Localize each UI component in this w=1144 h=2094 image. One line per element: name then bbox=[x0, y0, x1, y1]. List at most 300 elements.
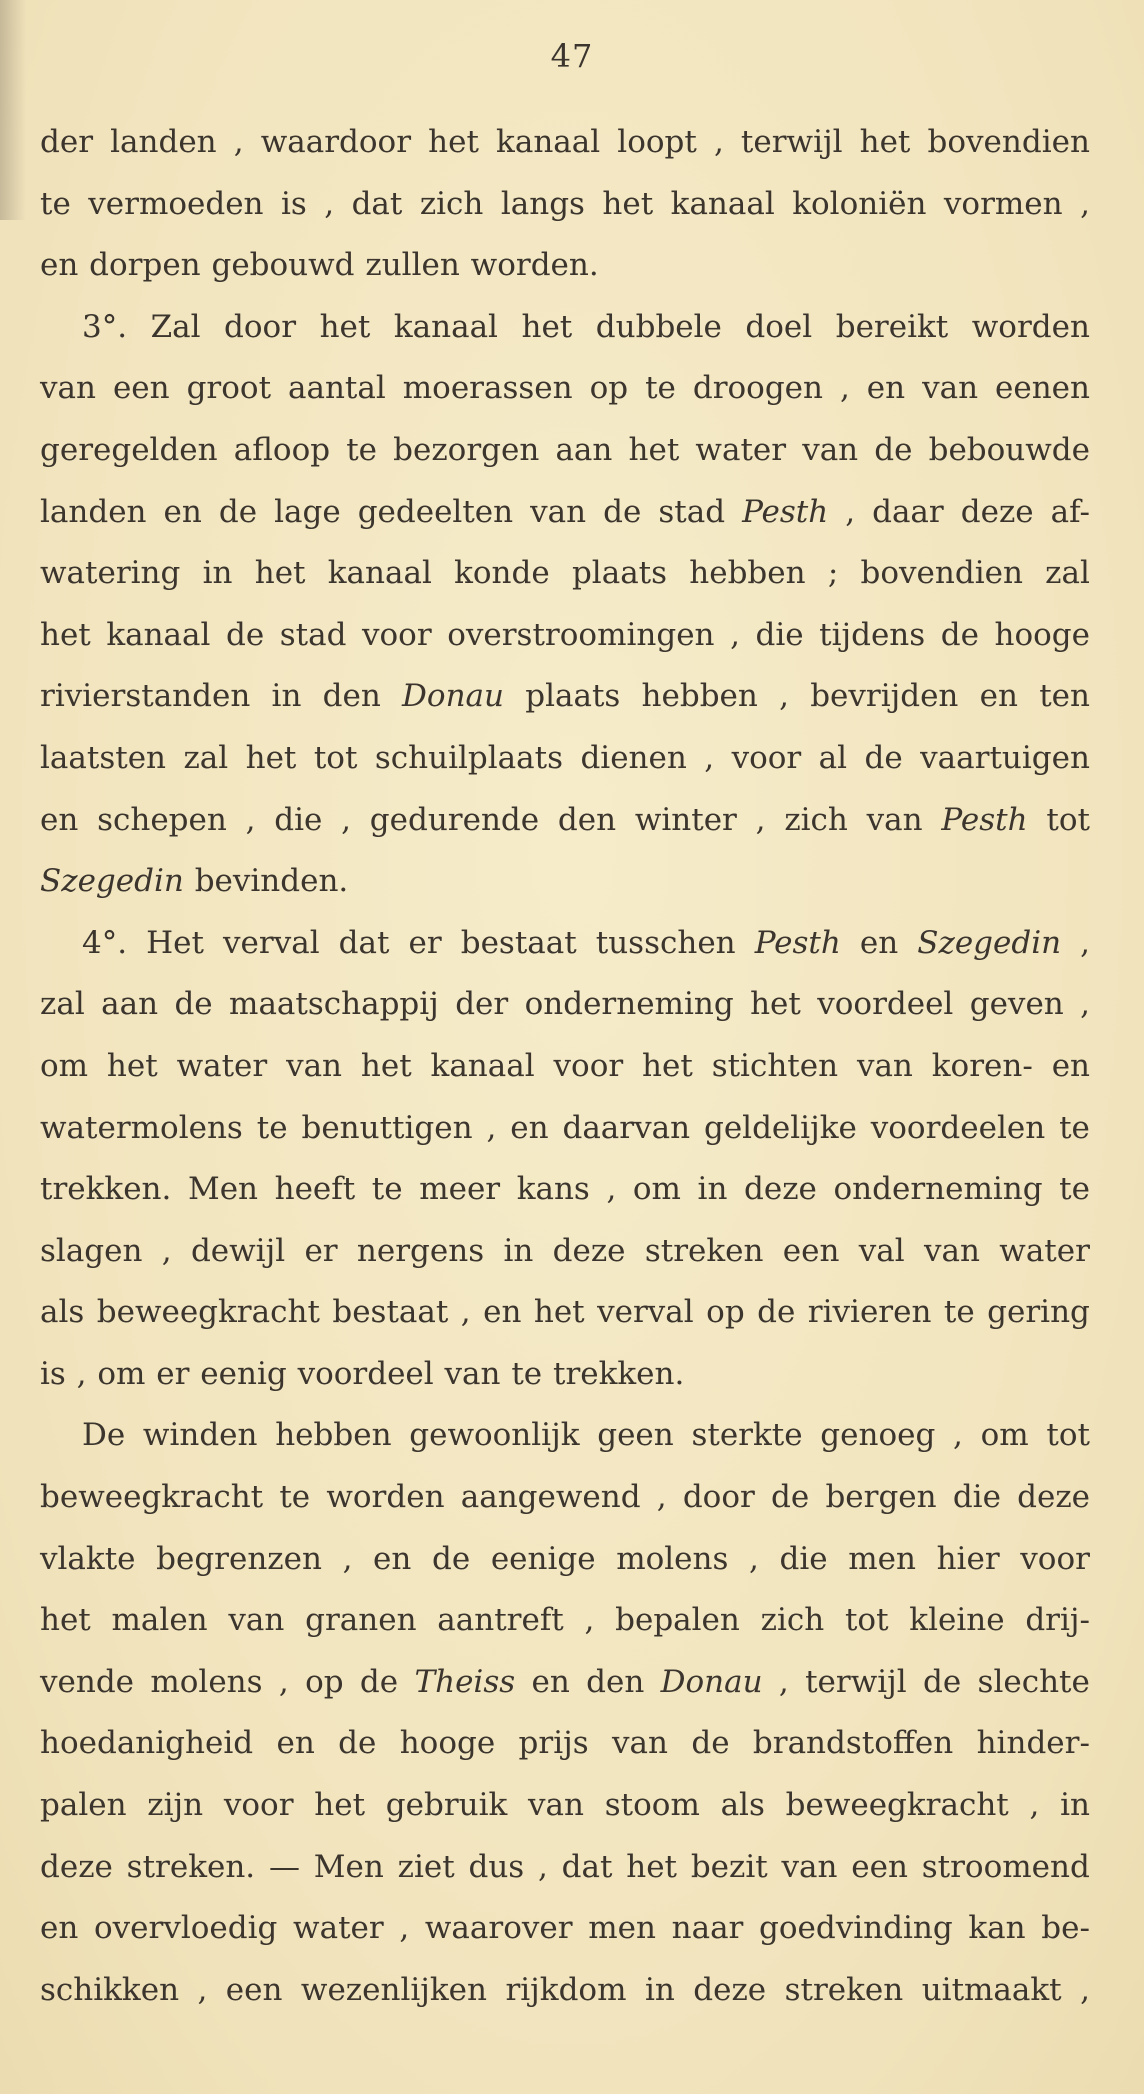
word: van bbox=[530, 493, 587, 530]
word: water bbox=[293, 1910, 384, 1947]
word: molens bbox=[150, 1663, 263, 1700]
word: van bbox=[922, 370, 979, 407]
word: van bbox=[781, 1848, 838, 1885]
word: het bbox=[533, 1294, 585, 1331]
word: de bbox=[874, 431, 913, 468]
word: winter bbox=[634, 801, 737, 838]
word: hoedanigheid bbox=[40, 1725, 254, 1762]
word: een bbox=[112, 370, 170, 407]
word: voor bbox=[223, 1787, 294, 1824]
word: tijdens bbox=[819, 616, 926, 653]
word: het bbox=[360, 1047, 412, 1084]
word: kanaal bbox=[327, 555, 432, 592]
word: , bbox=[342, 1540, 353, 1577]
word: bestaat bbox=[460, 924, 577, 961]
word: hebben bbox=[689, 555, 806, 592]
page-edge-shadow bbox=[0, 0, 26, 220]
word: het bbox=[859, 124, 911, 160]
word: verval bbox=[223, 924, 320, 961]
word: zich bbox=[784, 801, 848, 838]
word: Men bbox=[313, 1848, 384, 1885]
word: waarover bbox=[424, 1910, 573, 1947]
word: te bbox=[371, 1171, 403, 1208]
word: tot bbox=[844, 1602, 889, 1639]
word: daarvan bbox=[562, 1109, 691, 1146]
word: bevrijden bbox=[810, 678, 959, 715]
word: den bbox=[557, 801, 617, 838]
word: Donau bbox=[660, 1663, 763, 1700]
text-line bbox=[40, 1898, 1090, 1960]
word: , bbox=[845, 493, 856, 530]
word: het bbox=[428, 124, 479, 160]
word: meer bbox=[419, 1171, 501, 1208]
word: van bbox=[528, 1787, 585, 1824]
word: die bbox=[755, 616, 804, 653]
word: bovendien bbox=[927, 124, 1090, 160]
word: stichten bbox=[711, 1047, 839, 1084]
word: , bbox=[486, 1109, 497, 1146]
word: streken bbox=[644, 1232, 764, 1269]
word: Zal bbox=[150, 308, 201, 345]
word: water bbox=[695, 431, 787, 468]
word: worden. bbox=[470, 247, 599, 284]
word: te bbox=[40, 185, 71, 222]
word: kans bbox=[516, 1171, 590, 1208]
word: die bbox=[779, 1540, 828, 1577]
word: dubbele bbox=[595, 308, 722, 345]
word: van bbox=[444, 1355, 501, 1392]
word: watering bbox=[40, 555, 181, 592]
word: gewoonlijk bbox=[409, 1417, 580, 1454]
word: dorpen bbox=[89, 247, 201, 284]
word: te bbox=[943, 1294, 975, 1331]
word: , bbox=[324, 185, 335, 222]
word: een bbox=[225, 1971, 283, 2008]
text-line bbox=[40, 1837, 1090, 1899]
word: zijn bbox=[147, 1787, 204, 1824]
word: dat bbox=[561, 1848, 613, 1885]
word: gedurende bbox=[369, 801, 540, 838]
word: zullen bbox=[365, 247, 460, 284]
word: geregelden bbox=[40, 431, 218, 468]
word: op bbox=[589, 370, 629, 407]
word: de bbox=[226, 616, 265, 653]
word: van bbox=[802, 431, 859, 468]
text-line bbox=[40, 420, 1090, 482]
word: streken bbox=[784, 1971, 904, 2008]
word: zich bbox=[760, 1602, 825, 1639]
word: trekken. bbox=[552, 1355, 685, 1392]
word: overstroomingen bbox=[447, 616, 715, 653]
word: loopt bbox=[617, 124, 697, 160]
word: in bbox=[644, 1971, 675, 2008]
word: , bbox=[460, 1294, 471, 1331]
word: val bbox=[858, 1232, 905, 1269]
word: om bbox=[40, 1047, 89, 1084]
word: lage bbox=[274, 493, 341, 530]
word: tot bbox=[1046, 801, 1090, 838]
word: , bbox=[399, 1910, 410, 1947]
word: geen bbox=[597, 1417, 674, 1454]
text-line bbox=[40, 1036, 1090, 1098]
word: ziet bbox=[397, 1848, 455, 1885]
word: sterkte bbox=[691, 1417, 803, 1454]
word: De bbox=[82, 1417, 126, 1454]
word: terwijl bbox=[740, 124, 843, 160]
word: als bbox=[720, 1787, 765, 1824]
word: en bbox=[40, 247, 79, 284]
word: te bbox=[511, 1355, 543, 1392]
word: aan bbox=[101, 986, 159, 1023]
word: bestaat bbox=[332, 1294, 449, 1331]
word: en bbox=[40, 1910, 79, 1947]
word: beweegkracht bbox=[96, 1294, 320, 1331]
word: het bbox=[642, 1047, 693, 1084]
word: de bbox=[218, 493, 258, 530]
text-line bbox=[40, 1405, 1090, 1467]
word: een bbox=[782, 1232, 840, 1269]
word: bereikt bbox=[835, 308, 949, 345]
word: het bbox=[319, 308, 371, 345]
page-number: 47 bbox=[550, 37, 594, 75]
word: deze bbox=[960, 493, 1034, 530]
word: Donau bbox=[402, 678, 504, 715]
text-line bbox=[40, 1467, 1090, 1529]
word: in bbox=[202, 555, 233, 592]
word: een bbox=[851, 1848, 908, 1885]
word: om bbox=[632, 1171, 681, 1208]
word: schikken bbox=[40, 1971, 180, 2008]
word: en bbox=[276, 1725, 315, 1762]
text-line bbox=[40, 1713, 1090, 1775]
body-text bbox=[40, 112, 1090, 2021]
word: uitmaakt bbox=[921, 1971, 1062, 2008]
word: gebruik bbox=[385, 1787, 508, 1824]
text-line bbox=[40, 605, 1090, 667]
word: beweegkracht bbox=[785, 1787, 1009, 1824]
word: daar bbox=[872, 493, 944, 530]
word: te bbox=[1059, 1171, 1090, 1208]
word: van bbox=[228, 1602, 285, 1639]
word: van bbox=[612, 1725, 668, 1762]
word: , bbox=[749, 1540, 759, 1577]
word: eenig bbox=[200, 1355, 287, 1392]
word: , bbox=[713, 124, 724, 160]
word: geven bbox=[969, 986, 1064, 1023]
word: zal bbox=[183, 739, 229, 776]
word: van bbox=[286, 1047, 343, 1084]
word: dat bbox=[351, 185, 403, 222]
word: den bbox=[322, 678, 381, 715]
word: gedeelten bbox=[357, 493, 514, 530]
text-line bbox=[40, 1590, 1090, 1652]
word: rivieren bbox=[807, 1294, 932, 1331]
word: koloniën bbox=[792, 185, 927, 222]
word: en bbox=[859, 924, 899, 961]
word: gebouwd bbox=[211, 247, 355, 284]
word: , bbox=[779, 678, 789, 715]
word: geldelijke bbox=[703, 1109, 857, 1146]
word: nergens bbox=[356, 1232, 485, 1269]
word: schepen bbox=[97, 801, 227, 838]
word: langs bbox=[500, 185, 585, 222]
word: bebouwde bbox=[928, 431, 1090, 468]
word: hinder- bbox=[976, 1725, 1090, 1762]
word: waardoor bbox=[260, 124, 412, 160]
word: vaartuigen bbox=[920, 739, 1090, 776]
word: is bbox=[280, 185, 307, 222]
word: als bbox=[40, 1294, 85, 1331]
word: slechte bbox=[977, 1663, 1090, 1700]
word: zich bbox=[419, 185, 484, 222]
word: van bbox=[856, 1047, 913, 1084]
word: voor bbox=[731, 739, 802, 776]
word: deze bbox=[552, 1232, 626, 1269]
word: tot bbox=[313, 739, 358, 776]
text-line bbox=[40, 728, 1090, 790]
word: landen bbox=[110, 124, 217, 160]
word: bepalen bbox=[615, 1602, 740, 1639]
word: , bbox=[537, 1848, 548, 1885]
word: rijkdom bbox=[505, 1971, 627, 2008]
word: het bbox=[602, 185, 654, 222]
word: der bbox=[40, 124, 94, 160]
word: te bbox=[645, 370, 676, 407]
word: voordeelen bbox=[870, 1109, 1046, 1146]
word: bevinden. bbox=[194, 863, 349, 900]
word: , bbox=[161, 1232, 172, 1269]
word: deze bbox=[1017, 1479, 1090, 1516]
word: plaats bbox=[571, 555, 668, 592]
word: , bbox=[953, 1417, 963, 1454]
word: voor bbox=[362, 616, 432, 653]
word: 4°. bbox=[82, 924, 128, 961]
word: — bbox=[268, 1848, 300, 1885]
word: van bbox=[924, 1232, 980, 1269]
word: de bbox=[757, 1294, 796, 1331]
word: de bbox=[431, 1540, 471, 1577]
word: ; bbox=[827, 555, 839, 592]
word: watermolens bbox=[40, 1109, 243, 1146]
text-line bbox=[40, 974, 1090, 1036]
word: kanaal bbox=[106, 616, 211, 653]
word: deze bbox=[744, 1171, 817, 1208]
word: brandstoffen bbox=[752, 1725, 954, 1762]
word: be- bbox=[1041, 1910, 1090, 1947]
word: verval bbox=[597, 1294, 694, 1331]
word: , bbox=[1080, 986, 1090, 1023]
word: benuttigen bbox=[301, 1109, 473, 1146]
word: het bbox=[106, 1047, 158, 1084]
word: men bbox=[588, 1910, 656, 1947]
word: slagen bbox=[40, 1232, 143, 1269]
word: vende bbox=[40, 1663, 135, 1700]
word: , bbox=[1080, 185, 1090, 222]
word: palen bbox=[40, 1787, 127, 1824]
word: van bbox=[40, 370, 96, 407]
word: er bbox=[408, 924, 442, 961]
word: aantal bbox=[288, 370, 386, 407]
word: aangewend bbox=[460, 1479, 641, 1516]
word: Het bbox=[146, 924, 204, 961]
text-line bbox=[40, 1652, 1090, 1714]
word: op bbox=[706, 1294, 745, 1331]
word: wezenlijken bbox=[300, 1971, 487, 2008]
word: dus bbox=[468, 1848, 525, 1885]
word: tusschen bbox=[595, 924, 736, 961]
word: water bbox=[999, 1232, 1090, 1269]
word: voordeel bbox=[817, 986, 954, 1023]
word: voor bbox=[553, 1047, 624, 1084]
word: van bbox=[866, 801, 923, 838]
word: worden bbox=[326, 1479, 445, 1516]
word: kanaal bbox=[496, 124, 601, 160]
word: hooge bbox=[399, 1725, 496, 1762]
word: in bbox=[503, 1232, 534, 1269]
text-line bbox=[40, 543, 1090, 605]
text-line bbox=[40, 112, 1090, 174]
word: konde bbox=[454, 555, 550, 592]
word: om bbox=[97, 1355, 146, 1392]
word: terwijl bbox=[805, 1663, 907, 1700]
word: gering bbox=[987, 1294, 1090, 1331]
word: de bbox=[359, 1663, 399, 1700]
word: men bbox=[848, 1540, 916, 1577]
word: malen bbox=[111, 1602, 208, 1639]
word: , bbox=[341, 801, 352, 838]
word: in bbox=[271, 678, 302, 715]
word: kanaal bbox=[393, 308, 498, 345]
word: de bbox=[923, 1663, 962, 1700]
word: en bbox=[373, 1540, 412, 1577]
word: er bbox=[304, 1232, 338, 1269]
word: , bbox=[656, 1479, 667, 1516]
text-line bbox=[40, 851, 1090, 913]
word: kleine bbox=[909, 1602, 1005, 1639]
word: vermoeden bbox=[88, 185, 264, 222]
word: laatsten bbox=[40, 739, 167, 776]
word: dienen bbox=[580, 739, 687, 776]
word: , bbox=[778, 1663, 789, 1700]
word: 3°. bbox=[82, 308, 128, 345]
word: kanaal bbox=[670, 185, 775, 222]
word: hebben bbox=[275, 1417, 392, 1454]
word: de bbox=[603, 493, 642, 530]
text-line bbox=[40, 1098, 1090, 1160]
word: stad bbox=[279, 616, 347, 653]
word: het bbox=[521, 308, 573, 345]
word: eenen bbox=[995, 370, 1090, 407]
word: het bbox=[626, 1848, 678, 1885]
word: het bbox=[254, 555, 306, 592]
word: , bbox=[278, 1663, 289, 1700]
word: rivierstanden bbox=[40, 678, 251, 715]
text-line bbox=[40, 1221, 1090, 1283]
word: te bbox=[279, 1479, 311, 1516]
word: om bbox=[980, 1417, 1029, 1454]
word: bovendien bbox=[860, 555, 1023, 592]
word: genoeg bbox=[820, 1417, 936, 1454]
word: , bbox=[1080, 1971, 1090, 2008]
word: drij- bbox=[1025, 1602, 1090, 1639]
word: groot bbox=[186, 370, 272, 407]
word: , bbox=[584, 1602, 595, 1639]
word: er bbox=[156, 1355, 190, 1392]
word: de bbox=[864, 739, 903, 776]
word: het bbox=[40, 1602, 91, 1639]
word: zal bbox=[40, 986, 85, 1023]
word: in bbox=[697, 1171, 728, 1208]
word: , bbox=[755, 801, 766, 838]
word: het bbox=[628, 431, 680, 468]
word: hooge bbox=[994, 616, 1090, 653]
word: en bbox=[531, 1663, 570, 1700]
word: de bbox=[691, 1725, 730, 1762]
word: deze bbox=[40, 1848, 113, 1885]
text-line bbox=[40, 1344, 1090, 1406]
word: , bbox=[197, 1971, 208, 2008]
word: heeft bbox=[274, 1171, 356, 1208]
word: Pesth bbox=[941, 801, 1028, 838]
word: landen bbox=[40, 493, 147, 530]
word: de bbox=[940, 616, 979, 653]
word: Pesth bbox=[754, 924, 841, 961]
text-line bbox=[40, 913, 1090, 975]
word: water bbox=[176, 1047, 268, 1084]
text-line bbox=[40, 358, 1090, 420]
word: der bbox=[455, 986, 509, 1023]
word: hier bbox=[936, 1540, 1000, 1577]
word: ten bbox=[1039, 678, 1090, 715]
text-line bbox=[40, 235, 1090, 297]
word: en bbox=[1051, 1047, 1090, 1084]
word: dat bbox=[338, 924, 390, 961]
word: het bbox=[314, 1787, 366, 1824]
word: bezit bbox=[690, 1848, 768, 1885]
word: begrenzen bbox=[156, 1540, 322, 1577]
word: door bbox=[224, 308, 297, 345]
word: en bbox=[483, 1294, 522, 1331]
word: den bbox=[586, 1663, 645, 1700]
word: aan bbox=[555, 431, 613, 468]
word: het bbox=[245, 739, 297, 776]
word: Pesth bbox=[742, 493, 829, 530]
word: , bbox=[730, 616, 740, 653]
word: aantreft bbox=[437, 1602, 564, 1639]
word: is bbox=[40, 1355, 66, 1392]
word: voor bbox=[1020, 1540, 1090, 1577]
word: droogen bbox=[692, 370, 823, 407]
word: zal bbox=[1045, 555, 1090, 592]
word: en bbox=[510, 1109, 549, 1146]
word: tot bbox=[1046, 1417, 1090, 1454]
word: , bbox=[704, 739, 715, 776]
word: naar bbox=[671, 1910, 744, 1947]
word: onderneming bbox=[833, 1171, 1043, 1208]
word: door bbox=[682, 1479, 755, 1516]
word: dewijl bbox=[190, 1232, 286, 1269]
word: stoom bbox=[604, 1787, 700, 1824]
word: Szegedin bbox=[917, 924, 1062, 961]
word: de bbox=[174, 986, 213, 1023]
word: winden bbox=[142, 1417, 258, 1454]
word: granen bbox=[305, 1602, 417, 1639]
word: Men bbox=[187, 1171, 259, 1208]
word: al bbox=[818, 739, 848, 776]
word: , bbox=[1029, 1787, 1040, 1824]
word: vormen bbox=[943, 185, 1063, 222]
word: het bbox=[750, 986, 801, 1023]
